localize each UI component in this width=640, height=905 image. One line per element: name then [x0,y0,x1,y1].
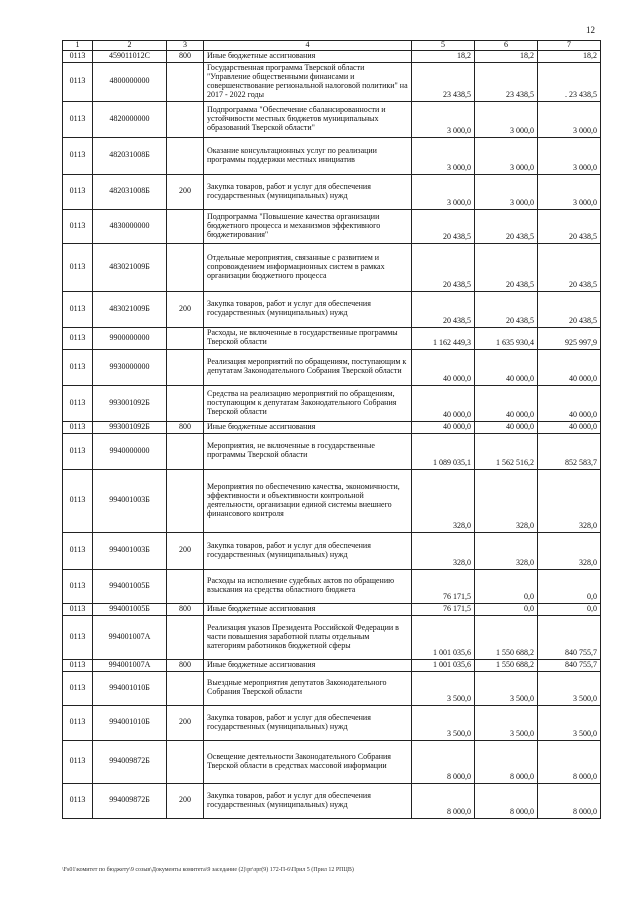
expense-type-cell [167,101,204,137]
amount-col5-cell: 3 500,0 [412,671,475,705]
description-cell: Расходы на исполнение судебных актов по обращению взыскания на средства областного бюджета [204,569,412,603]
amount-col7-cell: 840 755,7 [538,615,601,659]
target-code-cell: 994001005Б [93,569,167,603]
amount-col5-cell: 328,0 [412,469,475,532]
amount-col5-cell: 3 500,0 [412,705,475,740]
target-code-cell: 994001010Б [93,671,167,705]
amount-col6-cell: 23 438,5 [475,62,538,101]
amount-col5-cell: 1 089 035,1 [412,433,475,469]
target-code-cell: 994001005Б [93,603,167,615]
target-code-cell: 483021009Б [93,291,167,327]
section-code-cell: 0113 [63,569,93,603]
table-row [63,291,601,327]
description-cell: Закупка товаров, работ и услуг для обеспечения государственных (муниципальных) нужд [204,532,412,569]
section-code-cell: 0113 [63,137,93,174]
table-row [63,433,601,469]
amount-col6-cell: 20 438,5 [475,243,538,291]
expense-type-cell [167,327,204,349]
amount-col5-cell: 8 000,0 [412,783,475,818]
description-cell: Подпрограмма "Повышение качества организации бюджетного процесса и механизмов эффективного бюджетирования" [204,209,412,243]
table-row [63,569,601,603]
expense-type-cell: 800 [167,603,204,615]
footer-path: \Fs01\комитет по бюджету\9 созыв\Документы комитета\9 заседание (2)\рr\зрr(9) 172-П-6\Прил 5 (Прил 12 РПЦВ) [62,867,354,873]
description-cell: Отдельные мероприятия, связанные с развитием и сопровождением информационных систем в рамках организации бюджетного процесса [204,243,412,291]
section-code-cell: 0113 [63,101,93,137]
amount-col6-cell: 8 000,0 [475,783,538,818]
section-code-cell: 0113 [63,603,93,615]
expense-type-cell: 200 [167,783,204,818]
amount-col6-cell: 328,0 [475,469,538,532]
amount-col6-cell: 1 635 930,4 [475,327,538,349]
amount-col6-cell: 40 000,0 [475,349,538,385]
description-cell: Закупка товаров, работ и услуг для обеспечения государственных (муниципальных) нужд [204,783,412,818]
amount-col6-cell: 3 000,0 [475,174,538,209]
table-row [63,174,601,209]
amount-col6-cell: 40 000,0 [475,421,538,433]
section-code-cell: 0113 [63,659,93,671]
amount-col7-cell: 3 500,0 [538,705,601,740]
description-cell: Иные бюджетные ассигнования [204,659,412,671]
table-row [63,137,601,174]
target-code-cell: 4800000000 [93,62,167,101]
table-row [63,603,601,615]
description-cell: Мероприятия по обеспечению качества, экономичности, эффективности и объективности контрольной деятельности, организации единой системы внешнего финансового контроля [204,469,412,532]
expense-type-cell [167,433,204,469]
section-code-cell: 0113 [63,671,93,705]
amount-col7-cell: 18,2 [538,50,601,62]
column-header: 3 [167,41,204,51]
table-row [63,209,601,243]
amount-col5-cell: 3 000,0 [412,101,475,137]
amount-col7-cell: 8 000,0 [538,783,601,818]
section-code-cell: 0113 [63,385,93,421]
target-code-cell: 482031008Б [93,137,167,174]
amount-col5-cell: 40 000,0 [412,349,475,385]
amount-col6-cell: 3 500,0 [475,705,538,740]
amount-col6-cell: 0,0 [475,603,538,615]
expense-type-cell [167,137,204,174]
target-code-cell: 483021009Б [93,243,167,291]
section-code-cell: 0113 [63,62,93,101]
amount-col7-cell: 925 997,9 [538,327,601,349]
section-code-cell: 0113 [63,705,93,740]
amount-col5-cell: 1 162 449,3 [412,327,475,349]
table-row [63,62,601,101]
expense-type-cell [167,671,204,705]
description-cell: Закупка товаров, работ и услуг для обеспечения государственных (муниципальных) нужд [204,705,412,740]
description-cell: Выездные мероприятия депутатов Законодательного Собрания Тверской области [204,671,412,705]
amount-col5-cell: 40 000,0 [412,385,475,421]
description-cell: Государственная программа Тверской области "Управление общественными финансами и совершенствование региональной налоговой политики" на 2017 - 2022 годы [204,62,412,101]
target-code-cell: 4820000000 [93,101,167,137]
target-code-cell: 994001007А [93,615,167,659]
amount-col6-cell: 20 438,5 [475,291,538,327]
amount-col7-cell: 40 000,0 [538,421,601,433]
expense-type-cell: 200 [167,705,204,740]
amount-col7-cell: 3 500,0 [538,671,601,705]
amount-col7-cell: 3 000,0 [538,174,601,209]
section-code-cell: 0113 [63,421,93,433]
expense-type-cell: 800 [167,659,204,671]
expense-type-cell [167,243,204,291]
table-row [63,671,601,705]
expense-type-cell: 800 [167,421,204,433]
target-code-cell: 994001007А [93,659,167,671]
amount-col7-cell: 20 438,5 [538,243,601,291]
table-row [63,101,601,137]
amount-col5-cell: 20 438,5 [412,291,475,327]
description-cell: Подпрограмма "Обеспечение сбалансированности и устойчивости местных бюджетов муниципальных образований Тверской области" [204,101,412,137]
target-code-cell: 9930000000 [93,349,167,385]
amount-col7-cell: 840 755,7 [538,659,601,671]
amount-col5-cell: 8 000,0 [412,740,475,783]
column-header: 2 [93,41,167,51]
target-code-cell: 993001092Б [93,421,167,433]
table-row [63,469,601,532]
section-code-cell: 0113 [63,349,93,385]
table-row [63,705,601,740]
expense-type-cell [167,469,204,532]
section-code-cell: 0113 [63,783,93,818]
amount-col5-cell: 3 000,0 [412,137,475,174]
target-code-cell: 994009872Б [93,783,167,818]
column-header: 1 [63,41,93,51]
amount-col6-cell: 0,0 [475,569,538,603]
amount-col5-cell: 1 001 035,6 [412,615,475,659]
target-code-cell: 993001092Б [93,385,167,421]
amount-col5-cell: 328,0 [412,532,475,569]
amount-col7-cell: 40 000,0 [538,349,601,385]
table-row [63,783,601,818]
section-code-cell: 0113 [63,50,93,62]
amount-col5-cell: 20 438,5 [412,243,475,291]
amount-col6-cell: 8 000,0 [475,740,538,783]
page-number: 12 [586,25,595,35]
target-code-cell: 994009872Б [93,740,167,783]
amount-col5-cell: 23 438,5 [412,62,475,101]
target-code-cell: 9940000000 [93,433,167,469]
amount-col7-cell: 3 000,0 [538,101,601,137]
description-cell: Реализация мероприятий по обращениям, поступающим к депутатам Законодательного Собрания Тверской области [204,349,412,385]
amount-col7-cell: 328,0 [538,469,601,532]
target-code-cell: 994001003Б [93,532,167,569]
table-row [63,50,601,62]
section-code-cell: 0113 [63,209,93,243]
expense-type-cell [167,615,204,659]
description-cell: Средства на реализацию мероприятий по обращениям, поступающим к депутатам Законодательного Собрания Тверской области [204,385,412,421]
amount-col6-cell: 1 550 688,2 [475,615,538,659]
amount-col6-cell: 3 000,0 [475,137,538,174]
description-cell: Мероприятия, не включенные в государственные программы Тверской области [204,433,412,469]
description-cell: Оказание консультационных услуг по реализации программы поддержки местных инициатив [204,137,412,174]
amount-col5-cell: 1 001 035,6 [412,659,475,671]
budget-table [62,40,601,819]
column-header-row [63,41,601,51]
table-row [63,421,601,433]
target-code-cell: 994001003Б [93,469,167,532]
table-row [63,740,601,783]
table-row [63,532,601,569]
amount-col5-cell: 20 438,5 [412,209,475,243]
description-cell: Закупка товаров, работ и услуг для обеспечения государственных (муниципальных) нужд [204,291,412,327]
amount-col6-cell: 3 000,0 [475,101,538,137]
amount-col7-cell: 0,0 [538,569,601,603]
amount-col6-cell: 18,2 [475,50,538,62]
amount-col7-cell: 20 438,5 [538,291,601,327]
column-header: 6 [475,41,538,51]
section-code-cell: 0113 [63,433,93,469]
section-code-cell: 0113 [63,291,93,327]
target-code-cell: 4830000000 [93,209,167,243]
section-code-cell: 0113 [63,469,93,532]
amount-col5-cell: 3 000,0 [412,174,475,209]
amount-col5-cell: 18,2 [412,50,475,62]
column-header: 7 [538,41,601,51]
amount-col6-cell: 1 562 516,2 [475,433,538,469]
amount-col6-cell: 3 500,0 [475,671,538,705]
column-header: 4 [204,41,412,51]
amount-col7-cell: . 23 438,5 [538,62,601,101]
amount-col6-cell: 20 438,5 [475,209,538,243]
expense-type-cell: 200 [167,532,204,569]
amount-col7-cell: 20 438,5 [538,209,601,243]
section-code-cell: 0113 [63,532,93,569]
amount-col7-cell: 0,0 [538,603,601,615]
section-code-cell: 0113 [63,740,93,783]
amount-col5-cell: 40 000,0 [412,421,475,433]
section-code-cell: 0113 [63,615,93,659]
table-row [63,327,601,349]
table-row [63,349,601,385]
description-cell: Освещение деятельности Законодательного Собрания Тверской области в средствах массовой информации [204,740,412,783]
amount-col6-cell: 40 000,0 [475,385,538,421]
amount-col7-cell: 3 000,0 [538,137,601,174]
amount-col6-cell: 1 550 688,2 [475,659,538,671]
amount-col6-cell: 328,0 [475,532,538,569]
description-cell: Реализация указов Президента Российской Федерации в части повышения заработной платы отдельным категориям работников бюджетной сферы [204,615,412,659]
table-row [63,385,601,421]
expense-type-cell: 200 [167,291,204,327]
expense-type-cell: 200 [167,174,204,209]
table-row [63,615,601,659]
amount-col7-cell: 852 583,7 [538,433,601,469]
expense-type-cell [167,740,204,783]
amount-col7-cell: 8 000,0 [538,740,601,783]
expense-type-cell [167,349,204,385]
description-cell: Иные бюджетные ассигнования [204,50,412,62]
amount-col7-cell: 328,0 [538,532,601,569]
target-code-cell: 459011012С [93,50,167,62]
expense-type-cell [167,62,204,101]
expense-type-cell: 800 [167,50,204,62]
section-code-cell: 0113 [63,243,93,291]
amount-col5-cell: 76 171,5 [412,569,475,603]
amount-col7-cell: 40 000,0 [538,385,601,421]
description-cell: Иные бюджетные ассигнования [204,421,412,433]
expense-type-cell [167,209,204,243]
table-row [63,243,601,291]
section-code-cell: 0113 [63,174,93,209]
description-cell: Иные бюджетные ассигнования [204,603,412,615]
expense-type-cell [167,385,204,421]
table-row [63,659,601,671]
expense-type-cell [167,569,204,603]
description-cell: Расходы, не включенные в государственные программы Тверской области [204,327,412,349]
target-code-cell: 994001010Б [93,705,167,740]
target-code-cell: 482031008Б [93,174,167,209]
amount-col5-cell: 76 171,5 [412,603,475,615]
target-code-cell: 9900000000 [93,327,167,349]
column-header: 5 [412,41,475,51]
section-code-cell: 0113 [63,327,93,349]
description-cell: Закупка товаров, работ и услуг для обеспечения государственных (муниципальных) нужд [204,174,412,209]
